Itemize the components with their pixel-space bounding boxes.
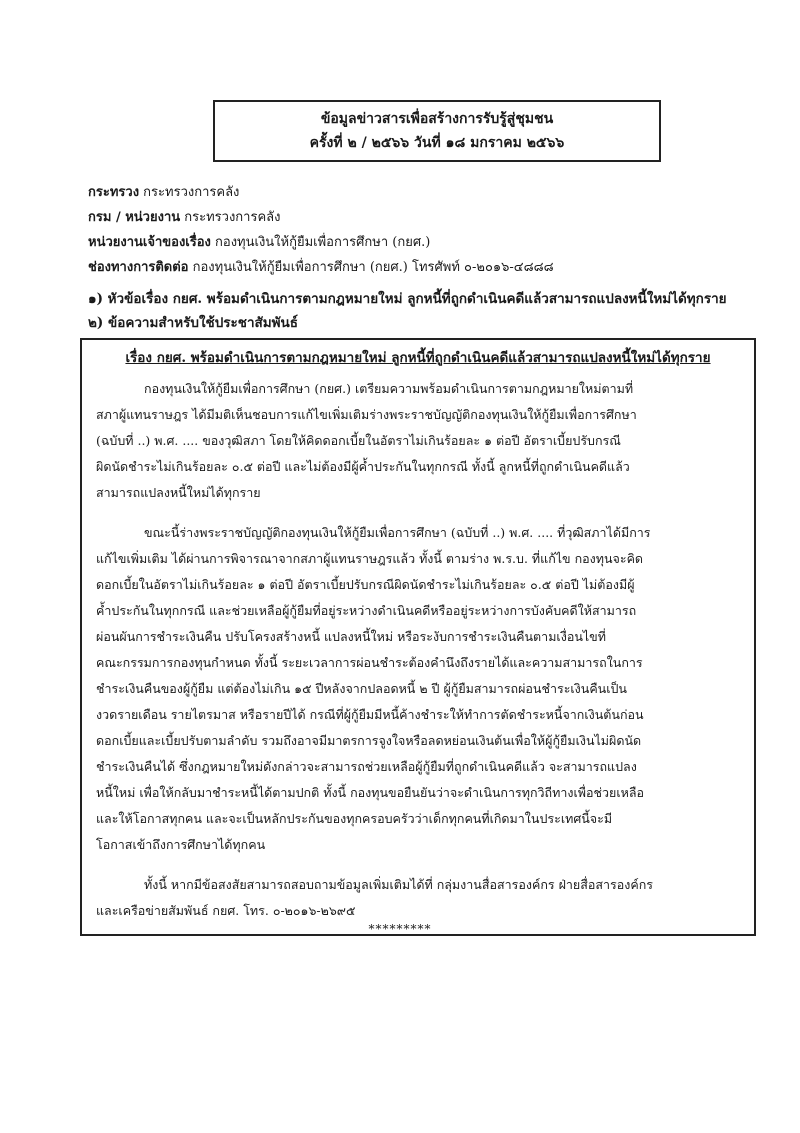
paragraph-line: และให้โอกาสทุกคน และจะเป็นหลักประกันของทุกครอบครัวว่าเด็กทุกคนที่เกิดมาในประเทศนี้จะมี (96, 811, 613, 826)
meta-owner-value: กองทุนเงินให้กู้ยืมเพื่อการศึกษา (กยศ.) (210, 235, 431, 250)
pr-text-heading: ๒) ข้อความสำหรับใช้ประชาสัมพันธ์ (88, 315, 299, 331)
paragraph-line: ดอกเบี้ยและเบี้ยปรับตามลำดับ รวมถึงอาจมีมาตรการจูงใจหรือลดหย่อนเงินต้นเพื่อให้ผู้กู้ยืมเงินไม่ผิดนัด (96, 733, 642, 748)
topic-heading: ๑) หัวข้อเรื่อง กยศ. พร้อมดำเนินการตามกฎหมายใหม่ ลูกหนี้ที่ถูกดำเนินคดีแล้วสามารถแปลงหนี้ใหม่ได้ทุกราย (88, 291, 727, 307)
paragraph-3 (96, 872, 740, 924)
paragraph-line: ทั้งนี้ หากมีข้อสงสัยสามารถสอบถามข้อมูลเพิ่มเติมได้ที่ กลุ่มงานสื่อสารองค์กร ฝ่ายสื่อสารองค์กร (144, 877, 653, 892)
meta-department-label: กรม / หน่วยงาน (88, 210, 181, 225)
meta-block (88, 180, 738, 280)
paragraph-line: (ฉบับที่ ..) พ.ศ. .... ของวุฒิสภา โดยให้คิดดอกเบี้ยในอัตราไม่เกินร้อยละ ๑ ต่อปี อัตราเบี้ยปรับกรณี (96, 433, 621, 448)
topics-block (88, 287, 748, 335)
meta-department (88, 205, 738, 230)
paragraph-line: ชำระเงินคืนได้ ซึ่งกฎหมายใหม่ดังกล่าวจะสามารถช่วยเหลือผู้กู้ยืมที่ถูกดำเนินคดีแล้ว จะสามารถแปลง (96, 759, 637, 774)
paragraph-line: ผิดนัดชำระไม่เกินร้อยละ ๐.๕ ต่อปี และไม่ต้องมีผู้ค้ำประกันในทุกกรณี ทั้งนี้ ลูกหนี้ที่ถูกดำเนินคดีแล้ว (96, 459, 630, 474)
paragraph-line: ค้ำประกันในทุกกรณี และช่วยเหลือผู้กู้ยืมที่อยู่ระหว่างดำเนินคดีหรืออยู่ระหว่างการบังคับคดีให้สามารถ (96, 603, 637, 618)
meta-owner (88, 230, 738, 255)
press-release-box (80, 338, 756, 936)
paragraph-line: ชำระเงินคืนของผู้กู้ยืม แต่ต้องไม่เกิน ๑๕ ปีหลังจากปลอดหนี้ ๒ ปี ผู้กู้ยืมสามารถผ่อนชำระเงินคืนเป็น (96, 681, 627, 696)
paragraph-line: สภาผู้แทนราษฎร ได้มีมติเห็นชอบการแก้ไขเพิ่มเติมร่างพระราชบัญญัติกองทุนเงินให้กู้ยืมเพื่อการศึกษา (96, 407, 637, 422)
end-of-document-mark: ********* (368, 922, 432, 936)
meta-ministry-value: กระทรวงการคลัง (139, 185, 240, 200)
header-box (213, 100, 661, 162)
paragraph-1 (96, 376, 740, 506)
press-release-title: เรื่อง กยศ. พร้อมดำเนินการตามกฎหมายใหม่ ลูกหนี้ที่ถูกดำเนินคดีแล้วสามารถแปลงหนี้ใหม่ได้ทุกราย (125, 350, 711, 366)
paragraph-line: ดอกเบี้ยในอัตราไม่เกินร้อยละ ๑ ต่อปี อัตราเบี้ยปรับกรณีผิดนัดชำระไม่เกินร้อยละ ๐.๕ ต่อปี ไม่ต้องมีผู้ (96, 577, 635, 592)
meta-contact (88, 255, 738, 280)
paragraph-line: แก้ไขเพิ่มเติม ได้ผ่านการพิจารณาจากสภาผู้แทนราษฎรแล้ว ทั้งนี้ ตามร่าง พ.ร.บ. ที่แก้ไข กองทุนจะคิด (96, 551, 644, 566)
meta-contact-label: ช่องทางการติดต่อ (88, 260, 189, 275)
meta-ministry-label: กระทรวง (88, 185, 140, 200)
paragraph-line: สามารถแปลงหนี้ใหม่ได้ทุกราย (96, 485, 261, 500)
paragraph-line: โอกาสเข้าถึงการศึกษาได้ทุกคน (96, 837, 266, 852)
header-issue-date: ครั้งที่ ๒ / ๒๕๖๖ วันที่ ๑๘ มกราคม ๒๕๖๖ (309, 135, 565, 151)
paragraph-line: งวดรายเดือน รายไตรมาส หรือรายปีได้ กรณีที่ผู้กู้ยืมมีหนี้ค้างชำระให้ทำการตัดชำระหนี้จากเงินต้นก่อน (96, 707, 644, 722)
header-title: ข้อมูลข่าวสารเพื่อสร้างการรับรู้สู่ชุมชน (320, 111, 554, 127)
paragraph-line: ขณะนี้ร่างพระราชบัญญัติกองทุนเงินให้กู้ยืมเพื่อการศึกษา (ฉบับที่ ..) พ.ศ. .... ที่วุฒิสภาได้มีการ (144, 525, 651, 540)
meta-department-value: กระทรวงการคลัง (180, 210, 281, 225)
paragraph-line: ผ่อนผันการชำระเงินคืน ปรับโครงสร้างหนี้ แปลงหนี้ใหม่ หรือระงับการชำระเงินคืนตามเงื่อนไขที่ (96, 629, 606, 644)
meta-owner-label: หน่วยงานเจ้าของเรื่อง (88, 235, 211, 250)
paragraph-line: กองทุนเงินให้กู้ยืมเพื่อการศึกษา (กยศ.) เตรียมความพร้อมดำเนินการตามกฎหมายใหม่ตามที่ (144, 381, 634, 396)
paragraph-line: และเครือข่ายสัมพันธ์ กยศ. โทร. ๐-๒๐๑๖-๒๖๙๕ (96, 903, 356, 918)
paragraph-2 (96, 520, 740, 858)
meta-ministry (88, 180, 738, 205)
paragraph-line: คณะกรรมการกองทุนกำหนด ทั้งนี้ ระยะเวลาการผ่อนชำระต้องคำนึงถึงรายได้และความสามารถในการ (96, 655, 643, 670)
meta-contact-value: กองทุนเงินให้กู้ยืมเพื่อการศึกษา (กยศ.) โทรศัพท์ ๐-๒๐๑๖-๔๘๘๘ (188, 260, 554, 275)
paragraph-line: หนี้ใหม่ เพื่อให้กลับมาชำระหนี้ได้ตามปกติ ทั้งนี้ กองทุนขอยืนยันว่าจะดำเนินการทุกวิถีทางเพื่อช่วยเหลือ (96, 785, 644, 800)
